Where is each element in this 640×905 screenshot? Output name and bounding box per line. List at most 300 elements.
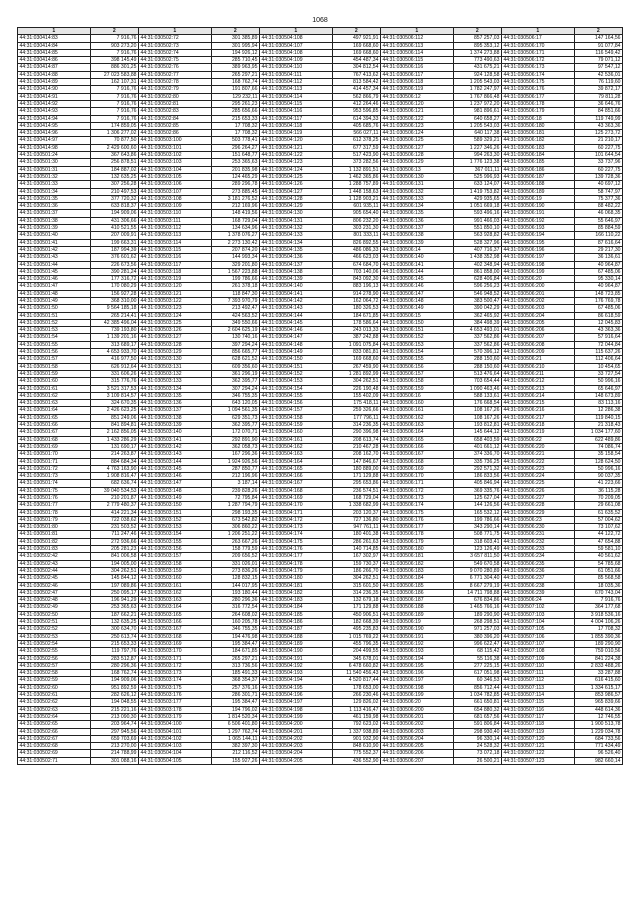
cadastral-number-cell: 44:31:030504:177: [259, 553, 332, 560]
cadastral-value-cell: 593 496,16: [453, 210, 501, 217]
cadastral-number-cell: 44:31:030504:194: [259, 677, 332, 684]
cadastral-value-cell: 9 070 280,89: [453, 567, 501, 574]
cadastral-value-cell: 86 618,59: [574, 312, 622, 319]
cadastral-number-cell: 44:31:030506:187: [501, 173, 574, 180]
cadastral-value-cell: 184 671,85: [211, 648, 259, 655]
cadastral-number-cell: 44:31:030506:170: [380, 473, 453, 480]
table-row: [18, 538, 623, 545]
cadastral-value-cell: 264 608,02: [211, 611, 259, 618]
cadastral-number-cell: 44:31:030506:173: [501, 64, 574, 71]
cadastral-value-cell: 1 297 762,74: [211, 728, 259, 735]
cadastral-value-cell: 212 169,96: [211, 203, 259, 210]
cadastral-value-cell: 90 037,35: [574, 473, 622, 480]
cadastral-number-cell: 44:31:030503:107: [138, 188, 211, 195]
cadastral-value-cell: 144 993,34: [211, 254, 259, 261]
cadastral-value-cell: 213 270,00: [90, 743, 138, 750]
cadastral-number-cell: 44:31:030502:42: [18, 553, 91, 560]
cadastral-value-cell: 301 995,94: [211, 42, 259, 49]
cadastral-number-cell: 44:31:030502:52: [18, 626, 91, 633]
cadastral-number-cell: 44:31:030504:152: [259, 370, 332, 377]
cadastral-number-cell: 44:31:030504:154: [259, 385, 332, 392]
cadastral-value-cell: 73 072,18: [453, 750, 501, 757]
cadastral-number-cell: 44:31:030504:165: [259, 465, 332, 472]
cadastral-number-cell: 44:31:030503:119: [138, 276, 211, 283]
table-row: [18, 130, 623, 137]
cadastral-number-cell: 44:31:030506:178: [380, 531, 453, 538]
cadastral-number-cell: 44:31:030503:170: [138, 648, 211, 655]
cadastral-number-cell: 44:31:030503:173: [138, 670, 211, 677]
cadastral-value-cell: 368 310,00: [90, 297, 138, 304]
table-row: [18, 713, 623, 720]
cadastral-number-cell: 44:31:030501:38: [18, 217, 91, 224]
table-row: [18, 210, 623, 217]
column-header: 2: [574, 28, 622, 35]
cadastral-number-cell: 44:31:030501:42: [18, 246, 91, 253]
cadastral-value-cell: 196 941,29: [90, 597, 138, 604]
cadastral-number-cell: 44:31:030502:66: [18, 728, 91, 735]
table-row: [18, 684, 623, 691]
cadastral-value-cell: 214 263,87: [90, 451, 138, 458]
cadastral-number-cell: 44:31:030506:204: [380, 735, 453, 742]
cadastral-number-cell: 44:31:030507:115: [501, 699, 574, 706]
cadastral-value-cell: 722 038,62: [90, 516, 138, 523]
cadastral-value-cell: 367 643,86: [90, 152, 138, 159]
cadastral-number-cell: 44:31:030503:153: [138, 524, 211, 531]
cadastral-number-cell: 44:31:030502:58: [18, 670, 91, 677]
cadastral-value-cell: 806 232,20: [332, 217, 380, 224]
cadastral-value-cell: 70 877,50: [90, 137, 138, 144]
table-row: [18, 100, 623, 107]
cadastral-number-cell: 44:31:030504:119: [259, 130, 332, 137]
cadastral-number-cell: 44:31:030501:57: [18, 356, 91, 363]
cadastral-value-cell: 346 755,35: [211, 392, 259, 399]
cadastral-value-cell: 41 223,66: [574, 480, 622, 487]
cadastral-value-cell: 226 190,48: [332, 385, 380, 392]
cadastral-number-cell: 44:31:030506:206: [501, 327, 574, 334]
cadastral-value-cell: 703 140,06: [332, 268, 380, 275]
cadastral-value-cell: 84 851,66: [574, 108, 622, 115]
cadastral-value-cell: 1 306 277,02: [90, 130, 138, 137]
cadastral-value-cell: 1 015 769,22: [332, 633, 380, 640]
cadastral-value-cell: 614 394,33: [332, 115, 380, 122]
cadastral-number-cell: 44:31:030506:222: [501, 458, 574, 465]
cadastral-value-cell: 727 136,80: [332, 516, 380, 523]
cadastral-value-cell: 1 034 177,60: [574, 429, 622, 436]
cadastral-value-cell: 184 671,85: [332, 312, 380, 319]
cadastral-value-cell: 280 296,36: [211, 597, 259, 604]
cadastral-value-cell: 199 663,31: [90, 239, 138, 246]
cadastral-number-cell: 44:31:030506:197: [380, 677, 453, 684]
cadastral-number-cell: 44:31:030503:120: [138, 283, 211, 290]
cadastral-value-cell: 883 196,13: [332, 283, 380, 290]
cadastral-value-cell: 125 273,72: [574, 130, 622, 137]
cadastral-value-cell: 771 434,49: [574, 743, 622, 750]
cadastral-value-cell: 8 667 279,19: [453, 582, 501, 589]
column-header: 2: [453, 28, 501, 35]
cadastral-number-cell: 44:31:030502:72: [138, 35, 211, 42]
cadastral-number-cell: 44:31:030506:176: [380, 516, 453, 523]
cadastral-value-cell: 72 795,84: [211, 495, 259, 502]
cadastral-number-cell: 44:31:030506:180: [380, 546, 453, 553]
cadastral-number-cell: 44:31:030504:101: [138, 728, 211, 735]
cadastral-value-cell: 61 051,66: [574, 567, 622, 574]
cadastral-value-cell: 301 385,89: [211, 35, 259, 42]
cadastral-number-cell: 44:31:030506:178: [501, 100, 574, 107]
cadastral-number-cell: 44:31:030502:73: [138, 42, 211, 49]
cadastral-number-cell: 44:31:030506:123: [380, 122, 453, 129]
cadastral-number-cell: 44:31:030506:112: [380, 35, 453, 42]
cadastral-number-cell: 44:31:030506:213: [501, 385, 574, 392]
cadastral-value-cell: 508 771,75: [453, 531, 501, 538]
cadastral-value-cell: 711 247,46: [90, 531, 138, 538]
cadastral-value-cell: 178 653,00: [332, 684, 380, 691]
cadastral-value-cell: 362 395,77: [211, 422, 259, 429]
cadastral-value-cell: 551 850,10: [453, 225, 501, 232]
cadastral-number-cell: 44:31:030507:122: [501, 750, 574, 757]
cadastral-number-cell: 44:31:030506:232: [501, 538, 574, 545]
cadastral-value-cell: 886 301,25: [90, 64, 138, 71]
cadastral-value-cell: 292 571,32: [453, 465, 501, 472]
cadastral-value-cell: 2 429 600,60: [90, 144, 138, 151]
cadastral-number-cell: 44:31:030506:199: [380, 692, 453, 699]
cadastral-number-cell: 44:31:030501:49: [18, 297, 91, 304]
cadastral-number-cell: 44:31:030506:202: [501, 297, 574, 304]
cadastral-value-cell: 273 836,26: [211, 567, 259, 574]
cadastral-number-cell: 44:31:030414:85: [18, 49, 91, 56]
cadastral-number-cell: 44:31:030504:156: [259, 400, 332, 407]
cadastral-number-cell: 44:31:030502:84: [138, 115, 211, 122]
table-row: [18, 115, 623, 122]
cadastral-number-cell: 44:31:030503:167: [138, 626, 211, 633]
cadastral-value-cell: 108 167,26: [453, 414, 501, 421]
cadastral-value-cell: 43 363,36: [574, 327, 622, 334]
cadastral-value-cell: 187 662,21: [90, 611, 138, 618]
cadastral-value-cell: 1 205 543,03: [453, 122, 501, 129]
cadastral-value-cell: 1 776 123,38: [453, 159, 501, 166]
cadastral-value-cell: 397 294,24: [211, 341, 259, 348]
cadastral-value-cell: 199 786,66: [211, 276, 259, 283]
cadastral-number-cell: 44:31:030506:137: [380, 225, 453, 232]
cadastral-number-cell: 44:31:030506:145: [380, 276, 453, 283]
cadastral-number-cell: 44:31:030414:83: [18, 35, 91, 42]
cadastral-value-cell: 570 396,12: [453, 349, 501, 356]
cadastral-number-cell: 44:31:030506:205: [501, 319, 574, 326]
cadastral-value-cell: 155 927,26: [211, 757, 259, 764]
cadastral-value-cell: 345 678,01: [332, 655, 380, 662]
cadastral-number-cell: 44:31:030506:132: [380, 188, 453, 195]
table-row: [18, 443, 623, 450]
cadastral-value-cell: 88 482,22: [574, 203, 622, 210]
cadastral-number-cell: 44:31:030506:195: [380, 662, 453, 669]
table-row: [18, 509, 623, 516]
cadastral-number-cell: 44:31:030506:125: [380, 137, 453, 144]
cadastral-value-cell: 292 891,90: [211, 436, 259, 443]
table-row: [18, 487, 623, 494]
cadastral-value-cell: 239 828,26: [211, 487, 259, 494]
cadastral-number-cell: 44:31:030506:135: [380, 210, 453, 217]
cadastral-number-cell: 44:31:030502:59: [18, 677, 91, 684]
cadastral-number-cell: 44:31:030506:161: [380, 407, 453, 414]
cadastral-value-cell: 169 668,60: [332, 42, 380, 49]
cadastral-value-cell: 166 110,22: [574, 232, 622, 239]
cadastral-number-cell: 44:31:030502:60: [18, 684, 91, 691]
cadastral-value-cell: 36 136,61: [574, 254, 622, 261]
cadastral-value-cell: 640 117,38: [453, 130, 501, 137]
cadastral-value-cell: 115 637,26: [574, 349, 622, 356]
cadastral-value-cell: 1 227 346,26: [453, 144, 501, 151]
cadastral-value-cell: 295 653,86: [332, 480, 380, 487]
cadastral-value-cell: 324 670,35: [90, 400, 138, 407]
cadastral-value-cell: 119 749,99: [574, 115, 622, 122]
cadastral-value-cell: 29 217,30: [574, 246, 622, 253]
cadastral-number-cell: 44:31:030502:56: [18, 655, 91, 662]
table-header-row: [18, 28, 623, 35]
cadastral-number-cell: 44:31:030506:144: [380, 268, 453, 275]
cadastral-number-cell: 44:31:030501:83: [18, 546, 91, 553]
cadastral-number-cell: 44:31:030506:167: [380, 451, 453, 458]
table-row: [18, 385, 623, 392]
cadastral-value-cell: 182 668,39: [332, 619, 380, 626]
cadastral-value-cell: 337 562,86: [453, 341, 501, 348]
table-row: [18, 429, 623, 436]
cadastral-number-cell: 44:31:030502:48: [18, 597, 91, 604]
cadastral-value-cell: 528 327,96: [453, 239, 501, 246]
cadastral-value-cell: 243 013,33: [332, 327, 380, 334]
cadastral-number-cell: 44:31:030501:54: [18, 334, 91, 341]
cadastral-value-cell: 116 549,42: [574, 49, 622, 56]
table-row: [18, 495, 623, 502]
cadastral-number-cell: 44:31:030503:144: [138, 458, 211, 465]
cadastral-number-cell: 44:31:030503:123: [138, 305, 211, 312]
cadastral-number-cell: 44:31:030506:149: [380, 305, 453, 312]
cadastral-value-cell: 195 384,47: [211, 640, 259, 647]
cadastral-value-cell: 75 377,36: [574, 195, 622, 202]
cadastral-number-cell: 44:31:030502:53: [18, 633, 91, 640]
cadastral-value-cell: 14 711 798,88: [453, 589, 501, 596]
cadastral-number-cell: 44:31:030506:182: [380, 560, 453, 567]
cadastral-number-cell: 44:31:030503:110: [138, 210, 211, 217]
cadastral-number-cell: 44:31:030501:71: [18, 458, 91, 465]
cadastral-number-cell: 44:31:030503:109: [138, 203, 211, 210]
cadastral-value-cell: 947 761,11: [332, 524, 380, 531]
cadastral-value-cell: 60 227,75: [574, 166, 622, 173]
cadastral-value-cell: 147 164,56: [574, 35, 622, 42]
cadastral-number-cell: 44:31:030507:116: [501, 706, 574, 713]
cadastral-value-cell: 156 927,28: [90, 290, 138, 297]
cadastral-number-cell: 44:31:030506:207: [380, 757, 453, 764]
cadastral-value-cell: 374 336,70: [453, 451, 501, 458]
cadastral-value-cell: 40 964,87: [574, 283, 622, 290]
table-row: [18, 692, 623, 699]
table-row: [18, 619, 623, 626]
cadastral-value-cell: 55 646,97: [574, 217, 622, 224]
table-row: [18, 699, 623, 706]
cadastral-value-cell: 33 727,54: [574, 370, 622, 377]
cadastral-value-cell: 60 346,53: [453, 677, 501, 684]
cadastral-number-cell: 44:31:030503:156: [138, 546, 211, 553]
cadastral-value-cell: 194 476,98: [211, 633, 259, 640]
cadastral-value-cell: 1 051 669,18: [453, 203, 501, 210]
cadastral-number-cell: 44:31:030502:49: [18, 604, 91, 611]
cadastral-number-cell: 44:31:030504:105: [138, 757, 211, 764]
table-row: [18, 297, 623, 304]
cadastral-number-cell: 44:31:030501:74: [18, 480, 91, 487]
cadastral-number-cell: 44:31:030504:174: [259, 531, 332, 538]
cadastral-value-cell: 681 657,56: [453, 713, 501, 720]
cadastral-value-cell: 2 604 625,19: [211, 327, 259, 334]
cadastral-number-cell: 44:31:030504:123: [259, 159, 332, 166]
cadastral-value-cell: 180 889,00: [332, 465, 380, 472]
cadastral-number-cell: 44:31:030506:156: [380, 363, 453, 370]
cadastral-value-cell: 591 806,84: [453, 721, 501, 728]
table-row: [18, 225, 623, 232]
cadastral-value-cell: 145 644,12: [453, 429, 501, 436]
cadastral-number-cell: 44:31:030503:165: [138, 611, 211, 618]
cadastral-value-cell: 389 963,95: [211, 64, 259, 71]
cadastral-value-cell: 297 945,56: [90, 728, 138, 735]
cadastral-number-cell: 44:31:030414:86: [18, 57, 91, 64]
cadastral-value-cell: 1 091 075,84: [332, 341, 380, 348]
cadastral-number-cell: 44:31:030503:179: [138, 713, 211, 720]
cadastral-number-cell: 44:31:030502:68: [18, 743, 91, 750]
cadastral-number-cell: 44:31:030506:20: [380, 699, 453, 706]
cadastral-value-cell: 414 457,34: [332, 86, 380, 93]
cadastral-number-cell: 44:31:030506:201: [501, 290, 574, 297]
cadastral-number-cell: 44:31:030504:103: [138, 743, 211, 750]
cadastral-value-cell: 1 132 891,51: [332, 166, 380, 173]
cadastral-number-cell: 44:31:030506:201: [380, 713, 453, 720]
cadastral-number-cell: 44:31:030506:130: [380, 173, 453, 180]
table-row: [18, 546, 623, 553]
cadastral-value-cell: 96 526,40: [574, 750, 622, 757]
table-row: [18, 312, 623, 319]
table-row: [18, 268, 623, 275]
cadastral-number-cell: 44:31:030506:21: [501, 356, 574, 363]
cadastral-value-cell: 168 762,74: [211, 79, 259, 86]
cadastral-value-cell: 390 042,29: [453, 305, 501, 312]
cadastral-number-cell: 44:31:030504:180: [259, 575, 332, 582]
cadastral-number-cell: 44:31:030506:136: [380, 217, 453, 224]
cadastral-number-cell: 44:31:030503:178: [138, 706, 211, 713]
cadastral-number-cell: 44:31:030506:198: [501, 261, 574, 268]
cadastral-number-cell: 44:31:030504:144: [259, 312, 332, 319]
cadastral-number-cell: 44:31:030503:117: [138, 261, 211, 268]
cadastral-number-cell: 44:31:030504:134: [259, 239, 332, 246]
cadastral-value-cell: 903 273,20: [90, 42, 138, 49]
cadastral-number-cell: 44:31:030504:124: [259, 166, 332, 173]
cadastral-number-cell: 44:31:030506:24: [501, 597, 574, 604]
cadastral-value-cell: 405 685,76: [332, 122, 380, 129]
table-row: [18, 677, 623, 684]
cadastral-value-cell: 2 426 623,25: [90, 407, 138, 414]
cadastral-value-cell: 3 918 536,16: [574, 611, 622, 618]
table-row: [18, 757, 623, 764]
cadastral-value-cell: 177 316,72: [90, 276, 138, 283]
cadastral-number-cell: 44:31:030506:204: [501, 312, 574, 319]
cadastral-value-cell: 841 894,81: [90, 422, 138, 429]
cadastral-number-cell: 44:31:030506:17: [501, 35, 574, 42]
cadastral-number-cell: 44:31:030504:169: [259, 495, 332, 502]
cadastral-value-cell: 6 478 660,82: [332, 662, 380, 669]
cadastral-value-cell: 256 878,51: [90, 159, 138, 166]
cadastral-value-cell: 265 297,21: [211, 655, 259, 662]
cadastral-value-cell: 267 459,90: [332, 363, 380, 370]
cadastral-number-cell: 44:31:030502:46: [18, 582, 91, 589]
cadastral-number-cell: 44:31:030506:160: [380, 400, 453, 407]
cadastral-value-cell: 58 747,97: [574, 188, 622, 195]
cadastral-value-cell: 85 884,59: [574, 225, 622, 232]
cadastral-value-cell: 1 433 286,29: [90, 436, 138, 443]
cadastral-number-cell: 44:31:030503:143: [138, 451, 211, 458]
cadastral-number-cell: 44:31:030501:76: [18, 495, 91, 502]
table-row: [18, 71, 623, 78]
cadastral-number-cell: 44:31:030503:125: [138, 319, 211, 326]
table-row: [18, 232, 623, 239]
cadastral-value-cell: 6 771 304,40: [453, 575, 501, 582]
cadastral-value-cell: 290 396,98: [332, 429, 380, 436]
cadastral-number-cell: 44:31:030506:171: [380, 480, 453, 487]
column-header: 1: [501, 28, 574, 35]
cadastral-value-cell: 215 653,33: [211, 115, 259, 122]
cadastral-value-cell: 313 736,56: [211, 662, 259, 669]
cadastral-number-cell: 44:31:030501:48: [18, 290, 91, 297]
column-header: 1: [138, 28, 211, 35]
cadastral-value-cell: 266 230,46: [332, 692, 380, 699]
cadastral-number-cell: 44:31:030501:60: [18, 378, 91, 385]
cadastral-number-cell: 44:31:030501:66: [18, 422, 91, 429]
cadastral-value-cell: 1 465 766,16: [453, 604, 501, 611]
cadastral-value-cell: 315 601,50: [332, 582, 380, 589]
cadastral-number-cell: 44:31:030506:189: [501, 188, 574, 195]
cadastral-value-cell: 486 086,33: [332, 246, 380, 253]
table-row: [18, 516, 623, 523]
cadastral-number-cell: 44:31:030504:189: [259, 640, 332, 647]
cadastral-number-cell: 44:31:030506:168: [380, 458, 453, 465]
cadastral-number-cell: 44:31:030501:41: [18, 239, 91, 246]
cadastral-number-cell: 44:31:030504:112: [259, 79, 332, 86]
cadastral-number-cell: 44:31:030506:141: [380, 261, 453, 268]
cadastral-number-cell: 44:31:030503:127: [138, 334, 211, 341]
cadastral-value-cell: 951 892,59: [90, 684, 138, 691]
cadastral-value-cell: 148 723,85: [574, 290, 622, 297]
cadastral-value-cell: 12 045,83: [574, 319, 622, 326]
cadastral-value-cell: 316 772,54: [211, 604, 259, 611]
cadastral-value-cell: 848 610,90: [332, 743, 380, 750]
cadastral-number-cell: 44:31:030506:14: [380, 246, 453, 253]
cadastral-value-cell: 17 708,32: [211, 130, 259, 137]
cadastral-value-cell: 168 729,04: [332, 495, 380, 502]
cadastral-number-cell: 44:31:030506:117: [380, 71, 453, 78]
cadastral-number-cell: 44:31:030503:155: [138, 538, 211, 545]
cadastral-number-cell: 44:31:030503:101: [138, 144, 211, 151]
cadastral-number-cell: 44:31:030504:193: [259, 670, 332, 677]
cadastral-value-cell: 1 767 866,48: [453, 93, 501, 100]
cadastral-number-cell: 44:31:030504:164: [259, 458, 332, 465]
cadastral-number-cell: 44:31:030503:160: [138, 575, 211, 582]
cadastral-value-cell: 176 668,54: [453, 400, 501, 407]
cadastral-number-cell: 44:31:030506:172: [380, 487, 453, 494]
cadastral-number-cell: 44:31:030506:177: [501, 93, 574, 100]
cadastral-value-cell: 448 614,36: [574, 706, 622, 713]
cadastral-value-cell: 3 181 276,52: [211, 195, 259, 202]
cadastral-number-cell: 44:31:030506:191: [380, 633, 453, 640]
cadastral-value-cell: 7 393 970,79: [211, 297, 259, 304]
cadastral-number-cell: 44:31:030501:63: [18, 400, 91, 407]
cadastral-number-cell: 44:31:030504:137: [259, 261, 332, 268]
cadastral-value-cell: 953 596,85: [332, 108, 380, 115]
table-row: [18, 93, 623, 100]
cadastral-value-cell: 7 916,76: [90, 93, 138, 100]
